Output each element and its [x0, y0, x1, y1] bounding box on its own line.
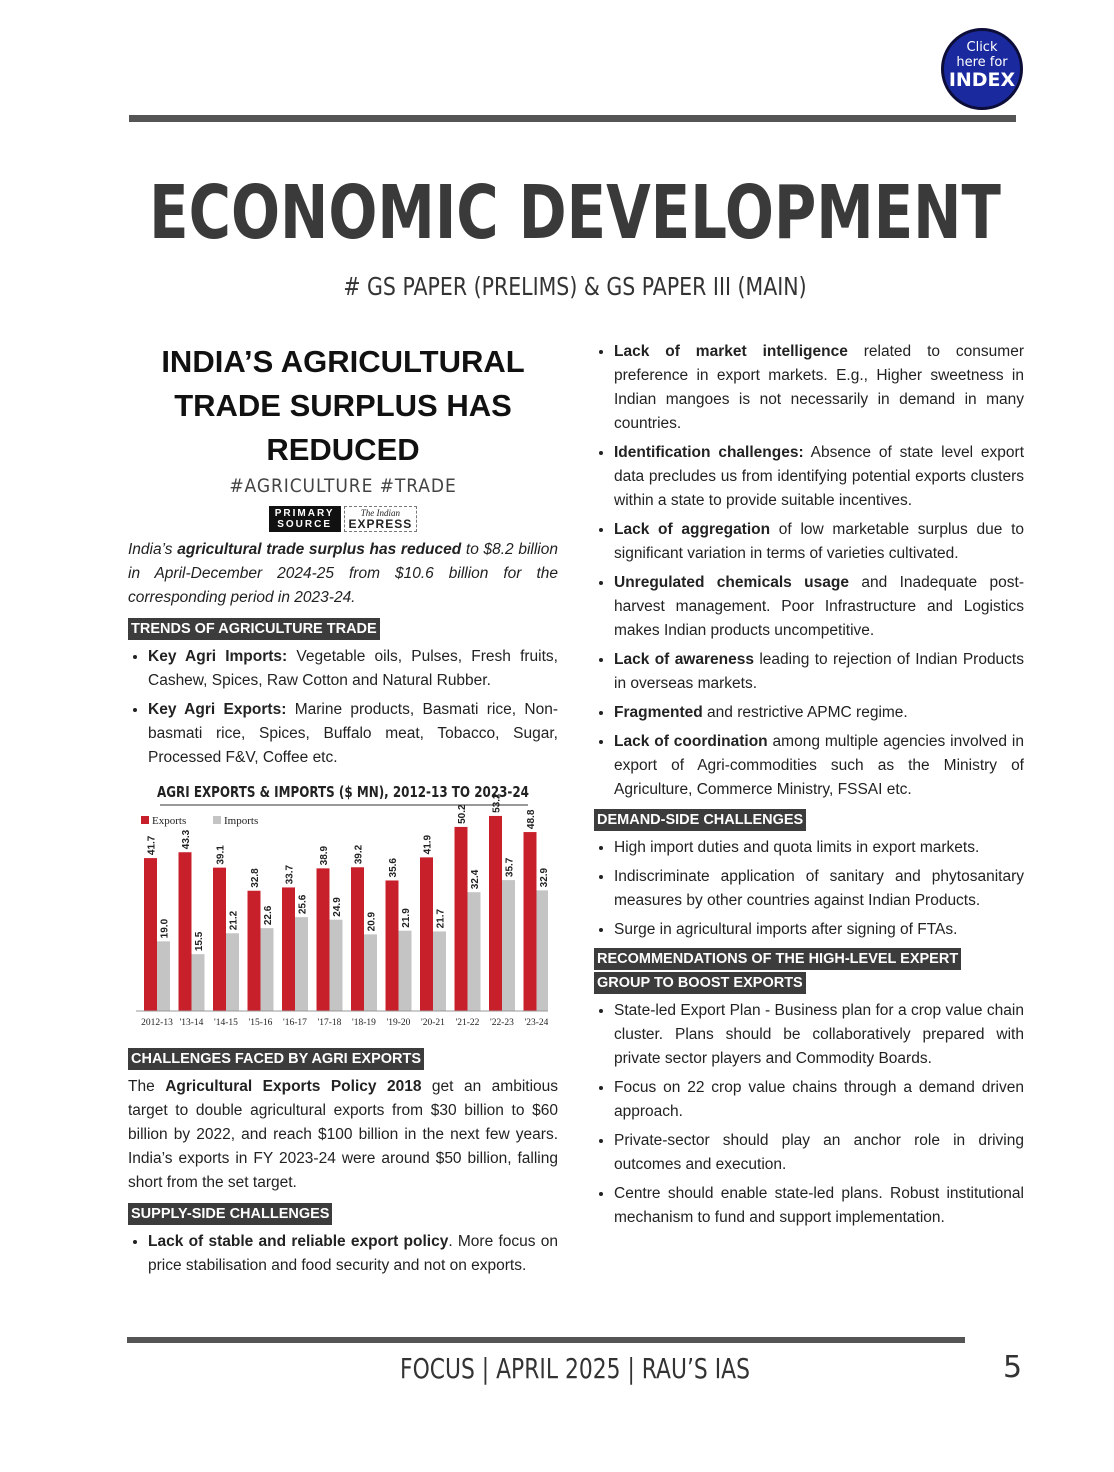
x-tick-label-8: '20-21	[421, 1018, 445, 1028]
page-number: 5	[1003, 1350, 1023, 1385]
legend-label-imports: Imports	[224, 815, 259, 827]
bar-exports-3	[248, 891, 261, 1011]
list-item: • Fragmented and restrictive APMC regime.	[614, 701, 1024, 725]
list-item: • Centre should enable state-led plans. Robust institutional mechanism to fund and support implementation.	[614, 1182, 1024, 1230]
bar-imports-7	[399, 931, 412, 1011]
top-divider	[129, 115, 1016, 122]
bar-exports-4	[282, 887, 295, 1011]
data-label-exports-10: 53.2	[491, 793, 503, 813]
data-label-exports-4: 33.7	[284, 864, 296, 885]
index-button-label: INDEX	[948, 69, 1016, 91]
data-label-imports-10: 35.7	[504, 857, 516, 878]
supply-list-part2	[594, 340, 1024, 802]
data-label-exports-1: 43.3	[181, 829, 192, 850]
bar-imports-2	[226, 933, 239, 1011]
page-title: ECONOMIC DEVELOPMENT	[149, 170, 1001, 256]
bar-exports-5	[317, 868, 330, 1011]
bar-exports-7	[386, 880, 399, 1011]
list-item: • Indiscriminate application of sanitary and phytosanitary measures by other countries against Indian Products.	[614, 865, 1024, 913]
data-label-imports-1: 15.5	[194, 931, 205, 952]
bar-exports-8	[420, 857, 433, 1011]
list-item: • Lack of stable and reliable export policy. More focus on price stabilisation and food security and not on exports.	[148, 1230, 558, 1278]
bar-imports-1	[192, 954, 205, 1011]
x-tick-label-1: '13-14	[179, 1018, 204, 1028]
list-item: • Surge in agricultural imports after signing of FTAs.	[614, 918, 1024, 942]
x-tick-label-11: '23-24	[524, 1018, 548, 1028]
chart-svg	[128, 778, 548, 1030]
data-label-imports-9: 32.4	[470, 869, 481, 890]
data-label-exports-11: 48.8	[526, 809, 537, 830]
data-label-exports-9: 50.2	[457, 804, 468, 824]
bar-imports-0	[157, 941, 170, 1011]
section-heading-challenges: CHALLENGES FACED BY AGRI EXPORTS	[128, 1048, 424, 1070]
list-item: • High import duties and quota limits in export markets.	[614, 836, 1024, 860]
publisher-logo: The Indian EXPRESS	[344, 506, 418, 532]
x-tick-label-2: '14-15	[214, 1018, 238, 1028]
recommendations-list	[594, 999, 1024, 1230]
bar-imports-4	[295, 917, 308, 1011]
bar-imports-11	[537, 890, 549, 1011]
bar-imports-10	[502, 880, 515, 1011]
bar-exports-11	[524, 832, 537, 1011]
section-heading-trends: TRENDS OF AGRICULTURE TRADE	[128, 618, 380, 640]
bottom-divider	[127, 1337, 965, 1343]
agri-trade-chart	[128, 778, 558, 1038]
index-button[interactable]	[941, 28, 1023, 110]
data-label-imports-5: 24.9	[332, 897, 343, 917]
list-item: • State-led Export Plan - Business plan for a crop value chain cluster. Plans should be collaboratively prepared with private sector players and Commodity Boards.	[614, 999, 1024, 1071]
legend-label-exports: Exports	[152, 815, 187, 827]
footer-text: FOCUS | APRIL 2025 | RAU’S IAS	[400, 1352, 750, 1385]
data-label-imports-4: 25.6	[297, 894, 309, 915]
list-item: • Lack of awareness leading to rejection of Indian Products in overseas markets.	[614, 648, 1024, 696]
data-label-exports-3: 32.8	[250, 868, 261, 888]
right-column	[594, 340, 1024, 1235]
list-item: • Private-sector should play an anchor role in driving outcomes and execution.	[614, 1129, 1024, 1177]
data-label-exports-0: 41.7	[146, 835, 158, 856]
list-item: • Focus on 22 crop value chains through a demand driven approach.	[614, 1076, 1024, 1124]
x-tick-label-0: 2012-13	[141, 1018, 173, 1028]
bar-exports-6	[351, 867, 364, 1011]
data-label-exports-2: 39.1	[215, 845, 227, 865]
bar-exports-10	[489, 816, 502, 1011]
legend-swatch-imports	[213, 816, 221, 824]
source-badge	[128, 506, 558, 532]
list-item: • Lack of aggregation of low marketable surplus due to significant variation in terms of varieties cultivated.	[614, 518, 1024, 566]
trends-list	[128, 645, 558, 770]
article-tags: #AGRICULTURE #TRADE	[229, 475, 457, 497]
data-label-imports-0: 19.0	[159, 918, 171, 939]
list-item: • Lack of coordination among multiple agencies involved in export of Agri-commodities such as the Ministry of Agriculture, Commerce Ministry, FSSAI etc.	[614, 730, 1024, 802]
list-item: • Identification challenges: Absence of state level export data precludes us from identifying potential exports clusters within a state to provide suitable incentives.	[614, 441, 1024, 513]
challenges-paragraph: The Agricultural Exports Policy 2018 get an ambitious target to double agricultural exports from $30 billion to $60 billion by 2022, and reach $100 billion in the next few years. India’s exports in FY 2023-24 were around $50 billion, falling short from the set target.	[128, 1078, 558, 1191]
left-column	[128, 340, 558, 1283]
bar-exports-0	[144, 858, 157, 1011]
x-tick-label-4: '16-17	[283, 1018, 307, 1028]
data-label-imports-3: 22.6	[263, 905, 274, 926]
data-label-imports-11: 32.9	[539, 867, 548, 888]
data-label-exports-8: 41.9	[422, 834, 434, 855]
bar-exports-1	[179, 852, 192, 1011]
list-item: • Lack of market intelligence related to consumer preference in export markets. E.g., Higher sweetness in Indian mangoes is not necessarily in demand in many countries.	[614, 340, 1024, 436]
x-tick-label-7: '19-20	[386, 1018, 411, 1028]
primary-source-label: PRIMARY SOURCE	[269, 506, 341, 532]
list-item: • Unregulated chemicals usage and Inadequate post-harvest management. Poor Infrastructure and Logistics makes Indian products uncompetitive.	[614, 571, 1024, 643]
data-label-imports-7: 21.9	[401, 908, 412, 928]
page-subtitle: # GS PAPER (PRELIMS) & GS PAPER III (MAIN)	[343, 272, 807, 301]
list-item: • Key Agri Exports: Marine products, Basmati rice, Non-basmati rice, Spices, Buffalo meat, Tobacco, Sugar, Processed F&V, Coffee etc.	[148, 698, 558, 770]
data-label-exports-6: 39.2	[353, 844, 365, 865]
bar-imports-3	[261, 928, 274, 1011]
data-label-imports-2: 21.2	[228, 910, 240, 931]
bar-exports-9	[455, 827, 468, 1011]
data-label-exports-7: 35.6	[388, 857, 399, 878]
data-label-imports-8: 21.7	[435, 908, 447, 929]
x-tick-label-5: '17-18	[317, 1018, 342, 1028]
x-tick-label-3: '15-16	[248, 1018, 273, 1028]
x-tick-label-10: '22-23	[490, 1018, 514, 1028]
x-tick-label-6: '18-19	[352, 1018, 376, 1028]
bar-exports-2	[213, 868, 226, 1011]
bar-imports-5	[330, 920, 343, 1011]
data-label-exports-5: 38.9	[319, 845, 330, 866]
intro-paragraph: India’s agricultural trade surplus has reduced to $8.2 billion in April-December 2024-25 from $10.6 billion for the corresponding period in 2023-24.	[128, 541, 558, 606]
supply-list-part1	[128, 1230, 558, 1278]
legend-swatch-exports	[141, 816, 149, 824]
section-heading-demand: DEMAND-SIDE CHALLENGES	[594, 809, 806, 831]
bar-imports-8	[433, 931, 446, 1011]
bar-imports-9	[468, 892, 481, 1011]
list-item: • Key Agri Imports: Vegetable oils, Pulses, Fresh fruits, Cashew, Spices, Raw Cotton and Natural Rubber.	[148, 645, 558, 693]
x-tick-label-9: '21-22	[455, 1018, 480, 1028]
section-heading-recommendations: RECOMMENDATIONS OF THE HIGH-LEVEL EXPERT GROUP TO BOOST EXPORTS	[594, 947, 1024, 999]
data-label-imports-6: 20.9	[366, 911, 378, 932]
demand-list	[594, 836, 1024, 942]
bar-imports-6	[364, 934, 377, 1011]
index-button-caption: Click here for	[956, 40, 1008, 70]
chart-title: AGRI EXPORTS & IMPORTS ($ MN), 2012-13 TO 2023-24	[157, 783, 529, 801]
section-heading-supply: SUPPLY-SIDE CHALLENGES	[128, 1203, 332, 1225]
article-title: INDIA’S AGRICULTURAL TRADE SURPLUS HAS REDUCED	[161, 344, 525, 467]
